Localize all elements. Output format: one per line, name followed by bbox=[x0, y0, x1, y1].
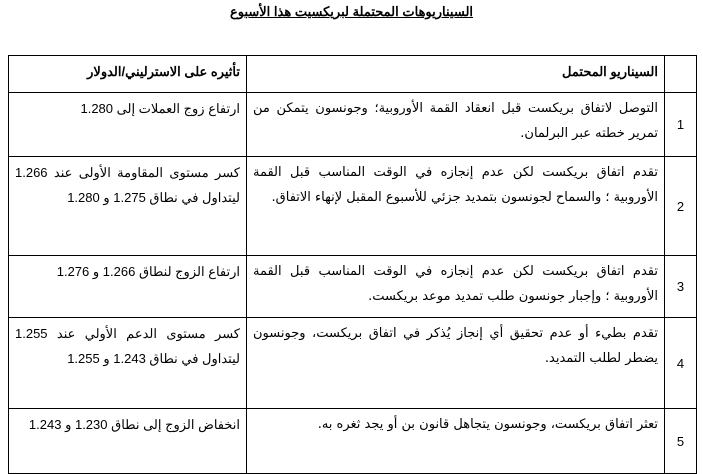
header-number-cell bbox=[665, 56, 697, 93]
row-impact: ارتفاع الزوج لنطاق 1.266 و 1.276 bbox=[9, 256, 247, 318]
row-scenario: تقدم بطيء أو عدم تحقيق أي إنجاز يُذكر في اتفاق بريكست، وجونسون يضطر لطلب التمديد. bbox=[247, 318, 665, 409]
row-impact: كسر مستوى المقاومة الأولى عند 1.266 ليتداول في نطاق 1.275 و 1.280 bbox=[9, 157, 247, 256]
table-header-row bbox=[9, 56, 697, 93]
row-scenario: تقدم اتفاق بريكست لكن عدم إنجازه في الوقت المناسب قبل القمة الأوروبية ؛ وإجبار جونسون طلب تمديد موعد بريكست. bbox=[247, 256, 665, 318]
row-impact: كسر مستوى الدعم الأولي عند 1.255 ليتداول في نطاق 1.243 و 1.255 bbox=[9, 318, 247, 409]
table-row bbox=[9, 409, 697, 474]
row-number: 1 bbox=[665, 93, 697, 157]
row-number: 2 bbox=[665, 157, 697, 256]
table-row bbox=[9, 256, 697, 318]
row-impact: انخفاض الزوج إلى نطاق 1.230 و 1.243 bbox=[9, 409, 247, 474]
table-row bbox=[9, 157, 697, 256]
row-number: 5 bbox=[665, 409, 697, 474]
page-title: السيناريوهات المحتملة لبريكسيت هذا الأسبوع bbox=[229, 4, 474, 19]
header-scenario-cell: السيناريو المحتمل bbox=[247, 56, 665, 93]
row-scenario: تقدم اتفاق بريكست لكن عدم إنجازه في الوقت المناسب قبل القمة الأوروبية ؛ والسماح لجونسون بتمديد جزئي للأسبوع المقبل لإنهاء الاتفاق. bbox=[247, 157, 665, 256]
header-impact-cell: تأثيره على الاسترليني/الدولار bbox=[9, 56, 247, 93]
row-scenario: تعثر اتفاق بريكست، وجونسون يتجاهل قانون بن أو يجد ثغره به. bbox=[247, 409, 665, 474]
row-number: 3 bbox=[665, 256, 697, 318]
row-impact: ارتفاع زوج العملات إلى 1.280 bbox=[9, 93, 247, 157]
table-row bbox=[9, 93, 697, 157]
table-row bbox=[9, 318, 697, 409]
scenarios-table bbox=[8, 55, 697, 474]
row-number: 4 bbox=[665, 318, 697, 409]
row-scenario: التوصل لاتفاق بريكست قبل انعقاد القمة الأوروبية؛ وجونسون يتمكن من تمرير خطته عبر البرلمان. bbox=[247, 93, 665, 157]
